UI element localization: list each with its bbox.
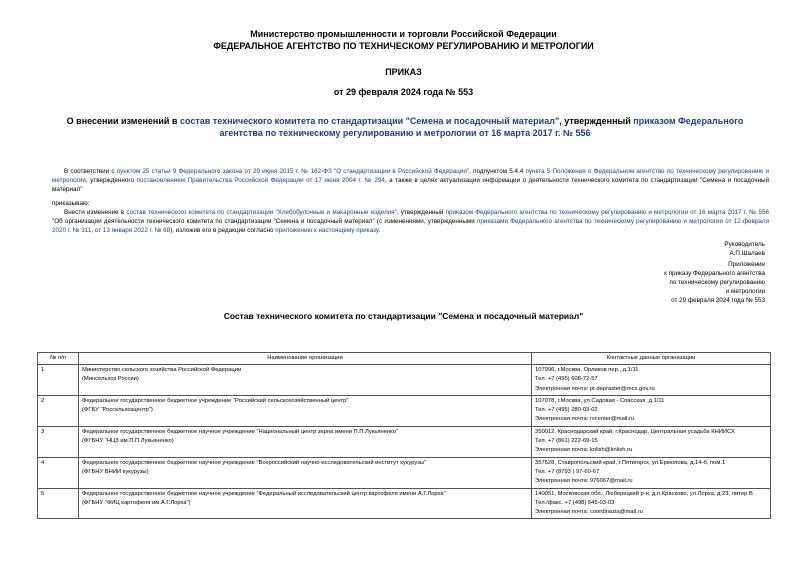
contact-phone: Тел. +7 (495) 280-03-02 (535, 407, 598, 414)
table-row (38, 426, 771, 457)
contact-cell (532, 488, 771, 519)
contact-email: Электронная почта: coordinazia@mail.ru (535, 509, 643, 516)
paragraph-text: "Об организации деятельности технического комитета по стандартизации "Семена и посадочный материал" (с изменениями, утвержденными (52, 217, 477, 225)
organization-cell (79, 365, 532, 396)
organization-cell (79, 426, 532, 457)
organization-name: Федеральное государственное бюджетное научное учреждение "Национальный центр зерна имени П.П.Лукьяненко" (82, 428, 399, 435)
orders-label: приказываю: (52, 200, 90, 207)
contact-email: Электронная почта: pr.depraster@mcx.gov.ru (535, 385, 655, 392)
amendment-link-2020[interactable]: приказами Федерального агентства по техническому регулированию и метрологии от 12 февраля 2020 г. № 311 (52, 217, 769, 234)
organization-short-name: (ФГБНУ "ФИЦ картофеля им.А.Г.Лорха") (82, 499, 191, 506)
row-number: 1 (38, 365, 79, 396)
appendix-link[interactable]: приложению к настоящему приказу (275, 226, 379, 234)
composition-link[interactable]: состав технического комитета по стандартизации "Хлебобулочные и макаронные изделия" (126, 209, 397, 216)
subject-text: , утвержденный (559, 116, 634, 126)
subject-link-composition[interactable]: состав технического комитета по стандартизации "Семена и посадочный материал" (179, 116, 560, 126)
table-row (38, 395, 771, 426)
row-number: 2 (38, 395, 79, 426)
organization-short-name: (ФГБУ "Россельхозцентр") (82, 407, 153, 414)
organization-short-name: (ФГБНУ ВНИИ кукурузы) (82, 468, 149, 475)
contact-address: 357528, Ставропольский край, г.Пятигорск, ул.Ермолова, д.14-б, пом.1 (535, 459, 726, 466)
ministry-title: Министерство промышленности и торговли Российской Федерации (250, 29, 557, 39)
contact-cell (532, 426, 771, 457)
organization-cell (79, 395, 532, 426)
paragraph-text: Внести изменение в (64, 209, 127, 216)
table-row (38, 365, 771, 396)
column-header-organization: Наименование организации (79, 353, 532, 365)
order-link[interactable]: приказом Федерального агентства по техническому регулированию и метрологии от 16 марта 2017 г. № 556 (445, 209, 769, 216)
appendix-block (565, 261, 765, 306)
amendment-link-2022[interactable]: от 13 января 2022 г. № 68 (94, 226, 171, 234)
organization-name: Федеральное государственное бюджетное научное учреждение "Федеральный исследовательский центр картофеля имени А.Г.Лорха" (82, 490, 446, 497)
signatory-name: А.П.Шалаев (729, 249, 765, 257)
organization-cell (79, 457, 532, 488)
contact-address: 107078, г.Москва, ул.Садовая - Спасская, д.1/11 (535, 397, 665, 404)
organization-name: Министерство сельского хозяйства Российской Федерации (82, 367, 242, 373)
organization-cell (79, 488, 532, 519)
table-body (38, 365, 771, 519)
contact-email: Электронная почта: 976067@mail.ru (535, 478, 633, 485)
appendix-line: и метрологии (725, 287, 765, 295)
contact-cell (532, 365, 771, 396)
regulation-link[interactable]: пункта 5 Положения о Федеральном агентстве по техническому регулированию и метрологии (52, 168, 769, 184)
preamble-paragraph (52, 168, 769, 195)
contact-email: Электронная почта: rscenter@mail.ru (535, 416, 635, 423)
government-decree-link[interactable]: постановлением Правительства Российской Федерации от 17 июня 2004 г. № 294 (136, 176, 385, 184)
order-date: от 29 февраля 2024 года № 553 (333, 87, 474, 97)
paragraph-text: , подпунктом 5.4.4 (469, 168, 526, 175)
contact-phone: Тел. +7 (8793 ) 97-60-67 (535, 468, 600, 475)
paragraph-text: , (91, 226, 95, 234)
contact-address: 107996, г.Москва, Орликов пер., д.1/11 (535, 367, 639, 373)
organization-name: Федеральное государственное бюджетное учреждение "Российский сельскохозяйственный центр" (82, 397, 349, 404)
appendix-label: Приложение (728, 261, 765, 268)
order-subject (45, 115, 765, 139)
row-number: 3 (38, 426, 79, 457)
signature-block (565, 241, 765, 259)
table-header-row (38, 353, 771, 365)
appendix-date: от 29 февраля 2024 года № 553 (671, 296, 765, 304)
law-link[interactable]: пунктом 25 статьи 9 Федерального закона от 29 июня 2015 г. № 162-ФЗ "О стандартизации в Российской Федерации" (116, 168, 470, 175)
paragraph-text: ), изложив его в редакции согласно (170, 226, 276, 234)
subject-link-order[interactable]: приказом Федерального агентства по техническому регулированию и метрологии от 16 марта 2017 г. № 556 (219, 116, 744, 138)
organization-short-name: (ФГБНУ "НЦЗ им.П.П.Лукьяненко) (82, 438, 174, 445)
paragraph-text: , утвержденный (396, 209, 446, 216)
members-table (37, 352, 771, 519)
contact-email: Электронная почта: knlish@knlish.ru (535, 447, 633, 454)
organization-name: Федеральное государственное бюджетное научное учреждение "Всероссийский научно-исследовательский институт кукурузы" (82, 459, 427, 466)
order-paragraph (52, 209, 769, 236)
subject-text: О внесении изменений в (66, 116, 180, 126)
composition-title: Состав технического комитета по стандартизации "Семена и посадочный материал" (223, 311, 584, 321)
row-number: 5 (38, 488, 79, 519)
contact-cell (532, 457, 771, 488)
agency-title: ФЕДЕРАЛЬНОЕ АГЕНТСТВО ПО ТЕХНИЧЕСКОМУ РЕГУЛИРОВАНИЮ И МЕТРОЛОГИИ (213, 41, 594, 51)
contact-cell (532, 395, 771, 426)
contact-address: 350012, Краснодарский край, г.Краснодар, Центральная усадьба КНИИСХ (535, 428, 735, 435)
paragraph-text: , утвержденного (85, 176, 137, 184)
column-header-contacts: Контактные данные организации (532, 353, 771, 365)
contact-phone: Тел./факс. +7 (498) 645-03-03 (535, 499, 615, 506)
appendix-line: к приказу Федерального агентства (664, 269, 765, 277)
column-header-number: № п/п (38, 353, 79, 365)
paragraph-text: , а также в целях актуализации информации о деятельности технического комитета по стандартизации "Семена и посадочный материал" (52, 176, 769, 193)
signatory-title: Руководитель (724, 241, 765, 248)
table-row (38, 488, 771, 519)
row-number: 4 (38, 457, 79, 488)
order-type-heading: ПРИКАЗ (385, 67, 422, 77)
contact-phone: Тел. +7 (861) 222-69-15 (535, 438, 598, 445)
contact-address: 140051, Московская обл., Люберецкий р-н, д.п.Красково, ул.Лорха, д.23, литер В (535, 490, 753, 497)
table-row (38, 457, 771, 488)
organization-short-name: (Минсельхоз России) (82, 376, 139, 383)
paragraph-text: В соответствии с (64, 168, 117, 175)
paragraph-text: . (378, 226, 381, 234)
appendix-line: по техническому регулированию (669, 278, 765, 286)
contact-phone: Тел. +7 (495) 608-72-57 (535, 376, 598, 383)
